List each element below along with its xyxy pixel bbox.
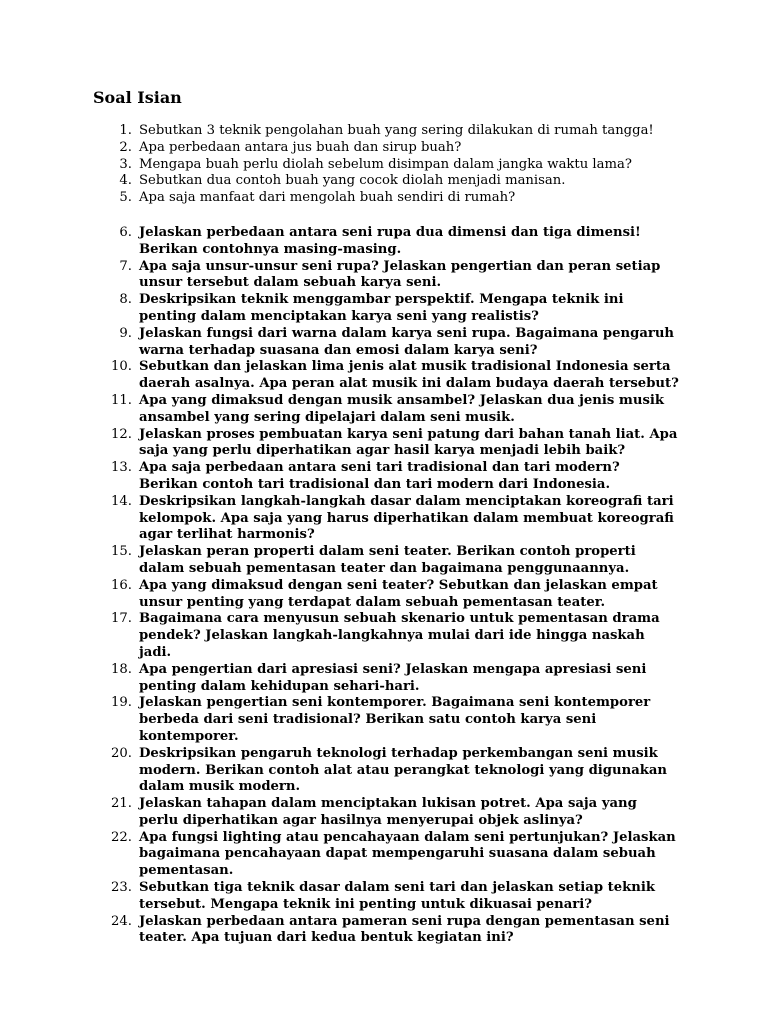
item-text: Jelaskan proses pembuatan karya seni patung dari bahan tanah liat. Apa saja yang perlu diperhatikan agar hasil karya menjadi lebih baik? <box>139 426 678 459</box>
list-item <box>0 123 768 140</box>
list-item <box>0 746 768 796</box>
list-item <box>0 662 768 696</box>
item-number: 11. <box>111 392 132 408</box>
item-number: 15. <box>111 544 132 560</box>
item-text: Deskripsikan teknik menggambar perspektif. Mengapa teknik ini penting dalam menciptakan karya seni yang realistis? <box>139 292 624 324</box>
item-number: 12. <box>111 426 132 442</box>
list-item <box>0 494 768 544</box>
item-number: 9. <box>119 325 132 341</box>
item-text: Jelaskan perbedaan antara seni rupa dua dimensi dan tiga dimensi! Berikan contohnya masing-masing. <box>139 225 641 257</box>
item-number: 23. <box>111 880 132 896</box>
item-number: 3. <box>119 156 132 172</box>
item-text: Mengapa buah perlu diolah sebelum disimpan dalam jangka waktu lama? <box>139 156 632 172</box>
item-text: Deskripsikan langkah-langkah dasar dalam menciptakan koreografi tari kelompok. Apa saja yang harus diperhatikan dalam membuat koreografi agar terlihat harmonis? <box>139 493 674 543</box>
item-number: 5. <box>119 190 132 206</box>
item-number: 1. <box>119 123 132 138</box>
item-number: 22. <box>111 829 132 845</box>
item-number: 19. <box>111 695 132 711</box>
page-title: Soal Isian <box>93 88 182 107</box>
item-text: Apa pengertian dari apresiasi seni? Jelaskan mengapa apresiasi seni penting dalam kehidupan sehari-hari. <box>139 661 647 694</box>
item-number: 20. <box>111 745 132 761</box>
item-number: 13. <box>111 460 132 476</box>
item-text: Apa fungsi lighting atau pencahayaan dalam seni pertunjukan? Jelaskan bagaimana pencahayaan dapat mempengaruhi suasana dalam sebuah pementasan. <box>139 829 676 879</box>
list-item <box>0 427 768 461</box>
item-number: 2. <box>119 139 132 155</box>
question-list-art <box>0 225 768 947</box>
item-text: Jelaskan tahapan dalam menciptakan lukisan potret. Apa saja yang perlu diperhatikan agar hasilnya menyerupai objek aslinya? <box>139 796 637 828</box>
item-text: Jelaskan peran properti dalam seni teater. Berikan contoh properti dalam sebuah pementasan teater dan bagaimana penggunaannya. <box>139 544 636 576</box>
list-item <box>0 880 768 914</box>
item-text: Apa saja perbedaan antara seni tari tradisional dan tari modern? Berikan contoh tari tradisional dan tari modern dari Indonesia. <box>139 460 620 492</box>
item-number: 10. <box>111 359 132 375</box>
list-item <box>0 695 768 745</box>
item-text: Sebutkan dan jelaskan lima jenis alat musik tradisional Indonesia serta daerah asalnya. Apa peran alat musik ini dalam budaya daerah tersebut? <box>139 359 679 392</box>
item-text: Sebutkan dua contoh buah yang cocok diolah menjadi manisan. <box>139 173 566 189</box>
list-item <box>0 359 768 393</box>
list-item <box>0 157 768 174</box>
item-number: 17. <box>111 611 132 627</box>
list-item <box>0 578 768 612</box>
list-item <box>0 173 768 190</box>
item-text: Jelaskan pengertian seni kontemporer. Bagaimana seni kontemporer berbeda dari seni tradisional? Berikan satu contoh karya seni kontemporer. <box>139 695 651 744</box>
item-text: Deskripsikan pengaruh teknologi terhadap perkembangan seni musik modern. Berikan contoh alat atau perangkat teknologi yang digunakan dalam musik modern. <box>139 745 668 795</box>
item-text: Sebutkan 3 teknik pengolahan buah yang sering dilakukan di rumah tangga! <box>139 123 654 138</box>
list-item <box>0 292 768 326</box>
item-text: Apa yang dimaksud dengan seni teater? Sebutkan dan jelaskan empat unsur penting yang terdapat dalam sebuah pementasan teater. <box>139 577 658 610</box>
item-text: Apa yang dimaksud dengan musik ansambel? Jelaskan dua jenis musik ansambel yang sering dipelajari dalam seni musik. <box>139 392 665 425</box>
list-item <box>0 326 768 360</box>
item-number: 6. <box>119 225 132 240</box>
list-item <box>0 544 768 578</box>
item-text: Apa perbedaan antara jus buah dan sirup buah? <box>139 139 462 155</box>
item-text: Jelaskan fungsi dari warna dalam karya seni rupa. Bagaimana pengaruh warna terhadap suasana dan emosi dalam karya seni? <box>139 325 675 358</box>
item-number: 16. <box>111 577 132 593</box>
item-number: 4. <box>119 173 132 189</box>
item-text: Bagaimana cara menyusun sebuah skenario untuk pementasan drama pendek? Jelaskan langkah-langkahnya mulai dari ide hingga naskah jadi. <box>139 611 660 660</box>
list-item <box>0 393 768 427</box>
list-item <box>0 259 768 293</box>
list-item <box>0 830 768 880</box>
item-text: Apa saja manfaat dari mengolah buah sendiri di rumah? <box>139 190 516 206</box>
list-item <box>0 225 768 259</box>
item-number: 24. <box>111 913 132 929</box>
item-number: 18. <box>111 661 132 677</box>
list-item <box>0 190 768 207</box>
item-number: 7. <box>119 258 132 274</box>
list-item <box>0 460 768 494</box>
list-item <box>0 796 768 830</box>
item-text: Sebutkan tiga teknik dasar dalam seni tari dan jelaskan setiap teknik tersebut. Mengapa teknik ini penting untuk dikuasai penari? <box>139 880 655 912</box>
item-text: Jelaskan perbedaan antara pameran seni rupa dengan pementasan seni teater. Apa tujuan dari kedua bentuk kegiatan ini? <box>139 913 670 946</box>
item-number: 21. <box>111 796 132 812</box>
item-number: 14. <box>111 493 132 509</box>
list-item <box>0 914 768 948</box>
list-item <box>0 140 768 157</box>
list-item <box>0 611 768 661</box>
item-text: Apa saja unsur-unsur seni rupa? Jelaskan pengertian dan peran setiap unsur tersebut dalam sebuah karya seni. <box>139 258 661 291</box>
item-number: 8. <box>119 292 132 308</box>
question-list-fruit <box>0 123 768 207</box>
